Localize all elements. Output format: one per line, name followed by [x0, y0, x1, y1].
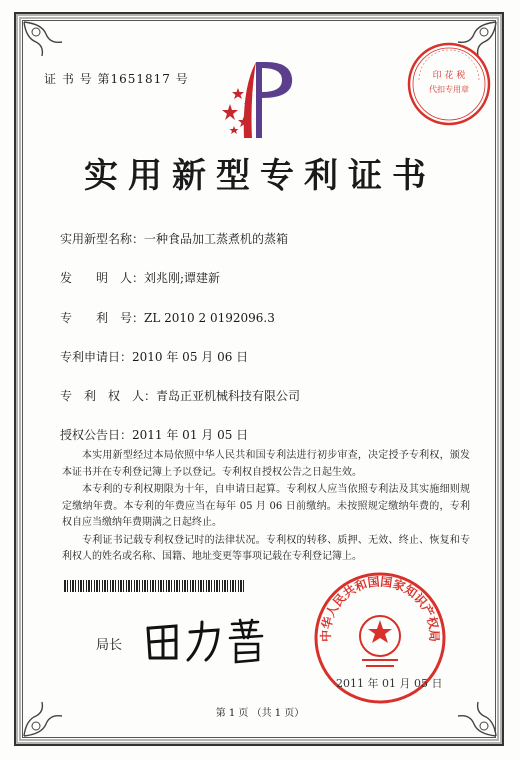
- field-label: 专 利 权 人：: [60, 389, 157, 403]
- field-application-date: [60, 348, 248, 365]
- certificate-title: 实用新型专利证书: [84, 156, 436, 196]
- field-label: 专 利 号：: [60, 311, 145, 325]
- director-label: 局长: [96, 638, 123, 653]
- svg-text:代扣专用章: 代扣专用章: [429, 85, 469, 94]
- body-paragraph: 专利证书记载专利权登记时的法律状况。专利权的转移、质押、无效、终止、恢复和专利权人的姓名或名称、国籍、地址变更等事项记载在专利登记簿上。: [62, 534, 470, 562]
- field-patentee: [60, 387, 300, 404]
- field-value: 2011 年 01 月 05 日: [132, 428, 249, 442]
- field-value: ZL 2010 2 0192096.3: [144, 311, 275, 325]
- director-signature: [140, 610, 290, 670]
- certificate-number: 证 书 号 第1651817 号: [44, 72, 189, 86]
- field-label: 发 明 人：: [60, 271, 145, 285]
- field-inventors: [60, 269, 220, 286]
- field-label: 实用新型名称：: [60, 232, 145, 246]
- agency-stamp-icon: [405, 40, 493, 128]
- field-value: 一种食品加工蒸煮机的蒸箱: [144, 232, 289, 246]
- seal-date: 2011 年 01 月 05 日: [336, 677, 443, 690]
- corner-ornament-icon: [22, 20, 68, 58]
- field-label: 授权公告日：: [60, 428, 133, 442]
- field-utility-model-name: [60, 230, 288, 247]
- certificate-body: [62, 448, 470, 567]
- field-value: 刘兆刚;谭建新: [144, 271, 221, 285]
- svg-text:印 花 税: 印 花 税: [432, 71, 466, 81]
- body-paragraph: 本专利的专利权期限为十年，自申请日起算。专利权人应当依照专利法及其实施细则规定缴纳年费。本专利的年费应当在每年 05 月 06 日前缴纳。未按照规定缴纳年费的，专利权自应当缴纳年费期满之日起终止。: [62, 484, 470, 528]
- field-value: 2010 年 05 月 06 日: [132, 350, 249, 364]
- svg-text:中华人民共和国国家知识产权局: 中华人民共和国国家知识产权局: [318, 574, 442, 642]
- field-value: 青岛正亚机械科技有限公司: [156, 389, 301, 403]
- body-paragraph: 本实用新型经过本局依照中华人民共和国专利法进行初步审查，决定授予专利权，颁发本证书并在专利登记簿上予以登记。专利权自授权公告之日起生效。: [62, 450, 470, 478]
- page-footer: 第 1 页 （共 1 页）: [215, 708, 305, 719]
- field-label: 专利申请日：: [60, 350, 133, 364]
- patent-office-logo-icon: [222, 58, 298, 140]
- barcode: [64, 580, 246, 592]
- field-grant-date: [60, 426, 248, 443]
- field-patent-number: [60, 309, 275, 326]
